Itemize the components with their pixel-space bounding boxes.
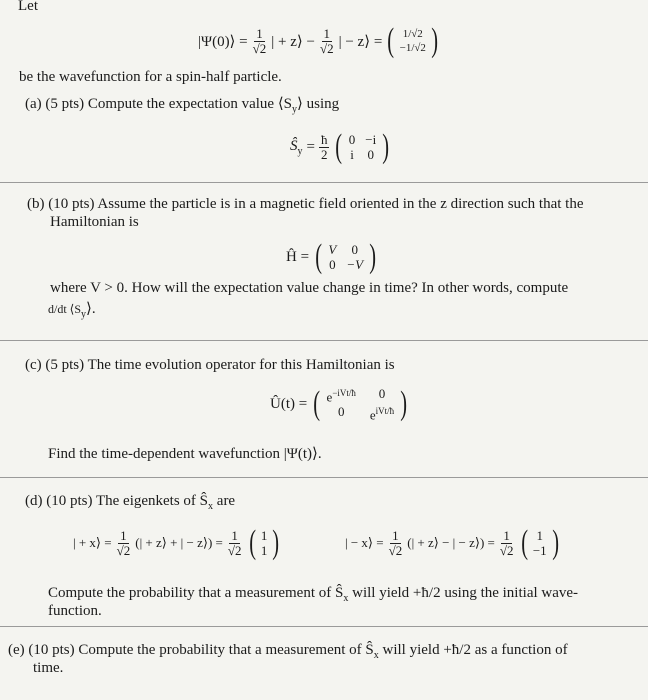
kmx-frac-2-den: √2 <box>499 542 514 558</box>
kmx-frac-1-num: 1 <box>392 527 399 543</box>
kmx-left-paren: ( <box>520 524 528 561</box>
u-lhs: Û(t) = <box>270 395 308 412</box>
sy-operator-equation <box>290 130 392 164</box>
psi0-vector-bottom: −1/√2 <box>399 42 426 54</box>
part-e-line1-end: will yield +ħ/2 as a function of <box>382 642 568 658</box>
part-d-line2-text: Compute the probability that a measurement of Ŝ <box>48 585 344 601</box>
part-b-line4 <box>48 300 96 324</box>
sy-m12: −i <box>365 132 377 147</box>
kpx-vector-top: 1 <box>260 528 268 543</box>
part-e-line1-sub: x <box>373 650 379 661</box>
part-c-line2: Find the time-dependent wavefunction |Ψ(t)⟩. <box>48 446 322 462</box>
kmx-frac-2 <box>498 529 516 558</box>
sy-operator <box>290 138 303 157</box>
u-matrix <box>327 386 395 423</box>
coef-2-num: 1 <box>323 25 331 41</box>
ket-plus-x-equation <box>73 526 282 560</box>
ket-minus-x-mid: (| + z⟩ − | − z⟩) = <box>407 535 495 550</box>
part-a-label-end: ⟩ using <box>297 96 340 112</box>
sy-right-paren: ) <box>382 128 390 165</box>
u-m12: 0 <box>378 386 386 401</box>
hamiltonian-lhs: Ĥ = <box>286 248 310 265</box>
part-e-line1-text: (e) (10 pts) Compute the probability that a measurement of Ŝ <box>8 642 374 658</box>
hbar-num: ħ <box>320 131 328 147</box>
u-m22 <box>370 404 394 422</box>
right-paren: ) <box>431 22 438 59</box>
kmx-vector-bottom: −1 <box>532 543 547 558</box>
coef-2-fraction <box>318 27 336 56</box>
part-e-line1 <box>8 641 568 665</box>
part-e-line2: time. <box>33 660 64 676</box>
sy-m22: 0 <box>367 147 375 162</box>
ddt-sy-end: ⟩. <box>86 301 96 317</box>
part-d-line2-end: will yield +ħ/2 using the initial wave- <box>352 585 579 601</box>
kmx-vector <box>533 528 547 558</box>
part-d-label-sub: x <box>208 501 214 512</box>
h-m22: −V <box>346 257 364 272</box>
u-m11-base: e <box>326 389 333 405</box>
hamiltonian-equation <box>286 240 378 274</box>
sy-symbol: Ŝ <box>290 137 298 154</box>
coef-1-fraction <box>251 27 269 56</box>
kpx-right-paren: ) <box>272 524 280 561</box>
part-d-line2 <box>48 584 578 608</box>
coef-1-num: 1 <box>256 25 263 41</box>
kmx-frac-2-num: 1 <box>503 527 510 543</box>
divider-a-b <box>0 182 648 183</box>
u-m22-base: e <box>369 407 376 423</box>
sy-symbol-sub: y <box>297 145 303 157</box>
part-d-line2-sub: x <box>343 593 349 604</box>
part-c-line1: (c) (5 pts) The time evolution operator for this Hamiltonian is <box>25 357 395 373</box>
divider-c-d <box>0 477 648 478</box>
u-right-paren: ) <box>400 385 408 423</box>
let-text: Let <box>18 0 38 14</box>
psi0-lhs: |Ψ(0)⟩ = <box>198 33 248 50</box>
sy-m21: i <box>350 147 354 162</box>
ket-minus-z: | − z⟩ = <box>338 33 383 50</box>
part-d-line1 <box>25 492 235 516</box>
ket-plus-x-lhs: | + x⟩ = <box>73 535 112 550</box>
hamiltonian-matrix <box>328 242 363 272</box>
coef-2-den: √2 <box>319 40 334 56</box>
kmx-right-paren: ) <box>551 524 559 561</box>
ket-plus-x-mid: (| + z⟩ + | − z⟩) = <box>135 535 223 550</box>
divider-b-c <box>0 340 648 341</box>
kpx-frac-1-num: 1 <box>120 527 127 543</box>
part-a-prompt <box>25 95 339 119</box>
kmx-frac-1-den: √2 <box>388 542 403 558</box>
sy-m11: 0 <box>348 132 356 147</box>
kpx-frac-1-den: √2 <box>116 542 131 558</box>
h-m11: V <box>328 242 337 257</box>
ket-minus-x-lhs: | − x⟩ = <box>345 535 384 550</box>
part-b-line3: where V > 0. How will the expectation value change in time? In other words, compute <box>50 280 569 296</box>
initial-wavefunction-equation <box>198 24 440 58</box>
ddt-sy: d/dt ⟨S <box>48 302 82 316</box>
kmx-frac-1 <box>387 529 405 558</box>
u-left-paren: ( <box>313 385 321 423</box>
psi0-vector-top: 1/√2 <box>402 28 423 40</box>
kpx-frac-2-num: 1 <box>231 527 238 543</box>
part-b-line1: (b) (10 pts) Assume the particle is in a magnetic field oriented in the z direction such that the <box>27 196 584 212</box>
part-b-line2: Hamiltonian is <box>50 214 139 230</box>
sy-equals: = <box>306 138 315 155</box>
hbar-over-2 <box>319 133 330 162</box>
kpx-left-paren: ( <box>248 524 256 561</box>
left-paren: ( <box>387 22 395 59</box>
ddt-sy-sub: y <box>81 309 87 320</box>
u-m22-exp: iVt/ħ <box>375 406 395 417</box>
wavefunction-description: be the wavefunction for a spin-half particle. <box>19 69 282 85</box>
psi0-column-vector <box>400 27 426 55</box>
h-left-paren: ( <box>315 238 323 275</box>
kpx-vector <box>261 528 268 558</box>
kpx-vector-bottom: 1 <box>260 543 268 558</box>
kpx-frac-1 <box>115 529 133 558</box>
part-a-label: (a) (5 pts) Compute the expectation value ⟨S <box>25 96 293 112</box>
ket-plus-z: | + z⟩ − <box>271 33 315 50</box>
part-a-label-sub: y <box>292 104 298 115</box>
sy-left-paren: ( <box>335 128 343 165</box>
h-m12: 0 <box>351 242 358 257</box>
kmx-vector-top: 1 <box>536 528 543 543</box>
h-right-paren: ) <box>369 238 377 275</box>
time-evolution-equation <box>270 386 410 423</box>
part-d-line3: function. <box>48 603 102 619</box>
divider-d-e <box>0 626 648 627</box>
ket-minus-x-equation <box>345 526 561 560</box>
h-m21: 0 <box>329 257 336 272</box>
u-m21: 0 <box>337 404 345 420</box>
hbar-den: 2 <box>320 146 328 162</box>
part-d-label-end: are <box>216 493 236 509</box>
part-d-label: (d) (10 pts) The eigenkets of Ŝ <box>25 493 209 509</box>
u-m11-exp: −iVt/ħ <box>332 388 356 398</box>
u-m11 <box>327 386 356 404</box>
sy-matrix <box>349 132 376 162</box>
kpx-frac-2-den: √2 <box>227 542 242 558</box>
kpx-frac-2 <box>226 529 244 558</box>
coef-1-den: √2 <box>252 40 267 56</box>
